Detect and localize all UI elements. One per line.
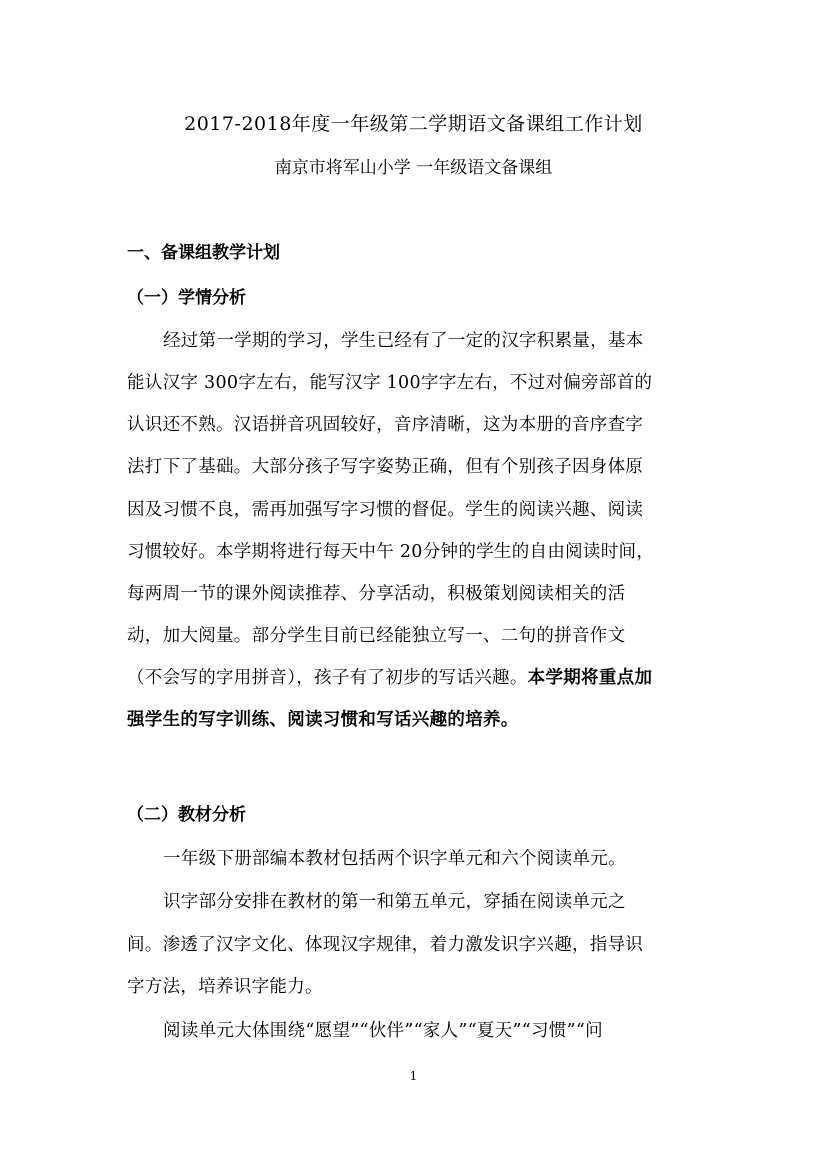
paragraph-line: 能认汉字 300字左右，能写汉字 100字字左右，不过对偏旁部首的 [127,373,653,393]
paragraph-line: 法打下了基础。大部分孩子写字姿势正确，但有个别孩子因身体原 [127,457,644,477]
paragraph-line: 识字部分安排在教材的第一和第五单元，穿插在阅读单元之 [163,892,626,912]
paragraph-line: 一年级下册部编本教材包括两个识字单元和六个阅读单元。 [163,849,626,869]
paragraph-line: 因及习惯不良，需再加强写字习惯的督促。学生的阅读兴趣、阅读 [127,500,644,520]
paragraph-emphasis: 本学期将重点加 [527,668,653,688]
paragraph-line [127,665,652,691]
paragraph-line: 认识还不熟。汉语拼音巩固较好，音序清晰，这为本册的音序查字 [127,415,644,435]
paragraph-line: 每两周一节的课外阅读推荐、分享活动，积极策划阅读相关的活 [127,584,626,604]
paragraph-line: 阅读单元大体围绕“愿望”“伙伴”“家人”“夏天”“习惯”“问 [163,1021,603,1041]
paragraph-emphasis-line: 强学生的写字训练、阅读习惯和写话兴趣的培养。 [127,710,519,730]
document-subtitle: 南京市将军山小学 一年级语文备课组 [274,158,553,178]
subsection-heading-1: （一）学情分析 [127,288,246,308]
paragraph-line: 经过第一学期的学习，学生已经有了一定的汉字积累量，基本 [163,331,644,351]
paragraph-line: 动，加大阅量。部分学生目前已经能独立写一、二句的拼音作文 [127,626,626,646]
paragraph-line: 间。渗透了汉字文化、体现汉字规律，着力激发识字兴趣，指导识 [127,935,644,955]
page-number: 1 [409,1069,418,1083]
paragraph-line: 习惯较好。本学期将进行每天中午 20分钟的学生的自由阅读时间， [127,542,655,562]
subsection-heading-2: （二）教材分析 [127,805,246,825]
section-heading-1: 一、备课组教学计划 [127,243,280,263]
paragraph-line: 字方法，培养识字能力。 [127,977,323,997]
document-title: 2017-2018年度一年级第二学期语文备课组工作计划 [184,113,643,135]
paragraph-text: （不会写的字用拼音），孩子有了初步的写话兴趣。 [127,668,528,688]
